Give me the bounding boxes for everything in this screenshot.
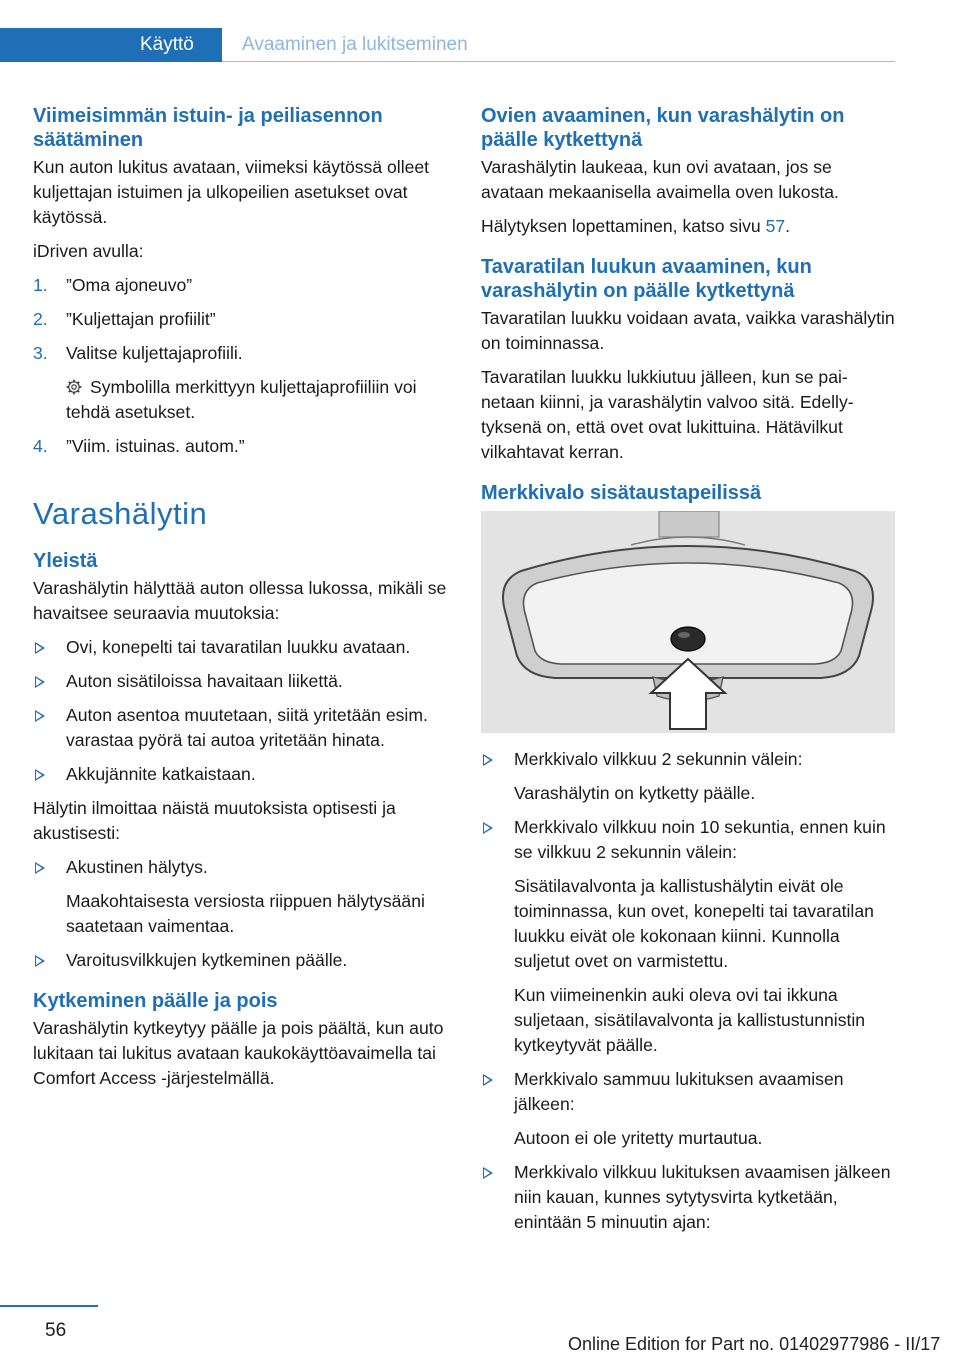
left-column bbox=[33, 104, 449, 1100]
triangle-bullet-icon bbox=[35, 642, 45, 654]
paragraph-reference bbox=[481, 214, 895, 239]
heading-general: Yleistä bbox=[33, 550, 98, 572]
step-text: ”Oma ajoneuvo” bbox=[66, 275, 193, 295]
paragraph: Varashälytin kytkeytyy päälle ja pois päältä, kun auto lukitaan tai lukitus avataan kaukokäyttöavaimella tai Comfort Access -järjestelmällä. bbox=[33, 1018, 444, 1088]
step-text: ”Viim. istuinas. autom.” bbox=[66, 436, 245, 456]
list-item bbox=[33, 434, 449, 459]
mirror-illustration bbox=[481, 511, 895, 733]
list-item bbox=[481, 815, 895, 1058]
step-text: ”Kuljettajan profiilit” bbox=[66, 309, 216, 329]
list-item-text: Auton sisätiloissa havaitaan liikettä. bbox=[66, 671, 343, 691]
header-divider bbox=[222, 61, 895, 62]
heading-seat-mirror: Viimeisimmän istuin- ja peiliasennon säätäminen bbox=[33, 105, 383, 151]
gear-icon bbox=[66, 379, 82, 395]
list-item-text: Merkkivalo vilkkuu noin 10 sekuntia, ennen kuin se vilkkuu 2 sekunnin välein: bbox=[514, 817, 886, 862]
step-text: Valitse kuljettajaprofiili. bbox=[66, 343, 243, 363]
list-item bbox=[33, 948, 449, 973]
list-item bbox=[481, 1160, 895, 1235]
edition-note: Online Edition for Part no. 01402977986 - II/17 bbox=[568, 1334, 941, 1354]
triangle-bullet-icon bbox=[35, 862, 45, 874]
heading-on-off: Kytkeminen päälle ja pois bbox=[33, 990, 278, 1012]
list-item-note: Maakohtaisesta versiosta riippuen hälytysääni saatetaan vaimentaa. bbox=[66, 891, 425, 936]
paragraph: Tavaratilan luukku voidaan avata, vaikka varashälytin on toiminnassa. bbox=[481, 308, 895, 353]
heading-tailgate: Tavaratilan luukun avaaminen, kun varashälytin on päälle kytkettynä bbox=[481, 256, 812, 302]
reference-end: . bbox=[785, 216, 791, 236]
list-item bbox=[481, 1067, 895, 1151]
paragraph: Varashälytin hälyttää auton ollessa lukossa, mikäli se havaitsee seuraavia muutoksia: bbox=[33, 578, 447, 623]
list-item-text: Akkujännite katkaistaan. bbox=[66, 764, 256, 784]
list-item bbox=[33, 341, 449, 425]
list-item bbox=[33, 762, 449, 787]
reference-text: Hälytyksen lopettaminen, katso sivu bbox=[481, 216, 766, 236]
page-link[interactable]: 57 bbox=[765, 216, 786, 236]
triangle-bullet-icon bbox=[35, 955, 45, 967]
list-item-text: Merkkivalo sammuu lukituksen avaamisen jälkeen: bbox=[514, 1069, 844, 1114]
list-item-text: Auton asentoa muutetaan, siitä yritetään esim. varastaa pyörä tai autoa yritetään hinata. bbox=[66, 705, 428, 750]
triangle-bullet-icon bbox=[483, 1167, 493, 1179]
heading-doors-opening: Ovien avaaminen, kun varashälytin on päälle kytkettynä bbox=[481, 105, 845, 151]
list-item bbox=[33, 855, 449, 939]
list-item bbox=[481, 747, 895, 806]
triangle-bullet-icon bbox=[35, 769, 45, 781]
chapter-tab bbox=[0, 28, 222, 62]
list-item-text: Akustinen hälytys. bbox=[66, 857, 208, 877]
triangle-bullet-icon bbox=[483, 754, 493, 766]
steps-list bbox=[33, 273, 449, 459]
paragraph: Tavaratilan luukku lukkiutuu jälleen, kun se painetaan kiinni, ja varashälytin valvoo sitä. Edellytyksenä on, että ovet ovat lukittuina. Hätävilkut vilkahtavat kerran. bbox=[481, 367, 854, 462]
chapter-tab-label: Käyttö bbox=[140, 34, 194, 55]
list-item bbox=[33, 307, 449, 332]
list-item-note: Kun viimeinenkin auki oleva ovi tai ikkuna suljetaan, sisätilavalvonta ja kallistustunnistin kytkeytyvät päälle. bbox=[514, 985, 866, 1055]
list-item-text: Merkkivalo vilkkuu 2 sekunnin välein: bbox=[514, 749, 803, 769]
list-item bbox=[33, 703, 449, 753]
step-number: 4. bbox=[33, 436, 48, 456]
list-item bbox=[33, 635, 449, 660]
paragraph: iDriven avulla: bbox=[33, 241, 144, 261]
triangle-bullet-icon bbox=[35, 676, 45, 688]
list-item-note: Autoon ei ole yritetty murtautua. bbox=[514, 1128, 763, 1148]
list-item-note: Sisätilavalvonta ja kallistushälytin eivät ole toiminnassa, kun ovet, konepelti tai tavaratilan luukku eivät ole kokonaan kiinni. Kunnolla suljetut ovet on varmistettu. bbox=[514, 876, 874, 971]
footer-divider bbox=[0, 1305, 98, 1307]
heading-indicator: Merkkivalo sisätaustapeilissä bbox=[481, 482, 762, 504]
page-header bbox=[0, 28, 895, 62]
step-note bbox=[66, 375, 449, 425]
list-item-text: Merkkivalo vilkkuu lukituksen avaamisen jälkeen niin kauan, kunnes sytytysvirta kytketään, enintään 5 minuutin ajan: bbox=[514, 1162, 891, 1232]
list-item-text: Ovi, konepelti tai tavaratilan luukku avataan. bbox=[66, 637, 411, 657]
paragraph: Kun auton lukitus avataan, viimeksi käytössä olleet kuljettajan istuimen ja ulkopeilien asetukset ovat käytössä. bbox=[33, 157, 430, 227]
triangle-bullet-icon bbox=[483, 1074, 493, 1086]
step-note-text: Symbolilla merkittyyn kuljettajaprofiiliin voi tehdä asetukset. bbox=[66, 377, 417, 422]
section-title: Avaaminen ja lukitseminen bbox=[242, 34, 468, 55]
list-item-note: Varashälytin on kytketty päälle. bbox=[514, 783, 756, 803]
right-column bbox=[481, 104, 895, 1244]
paragraph: Varashälytin laukeaa, kun ovi avataan, jos se avataan mekaanisella avaimella oven lukosta. bbox=[481, 157, 839, 202]
bullet-list bbox=[33, 855, 449, 973]
list-item-text: Varoitusvilkkujen kytkeminen päälle. bbox=[66, 950, 348, 970]
list-item bbox=[33, 669, 449, 694]
bullet-list bbox=[481, 747, 895, 1235]
paragraph: Hälytin ilmoittaa näistä muutoksista optisesti ja akustisesti: bbox=[33, 798, 396, 843]
list-item bbox=[33, 273, 449, 298]
bullet-list bbox=[33, 635, 449, 787]
triangle-bullet-icon bbox=[483, 822, 493, 834]
step-number: 3. bbox=[33, 343, 48, 363]
page-number: 56 bbox=[45, 1320, 67, 1341]
step-number: 2. bbox=[33, 309, 48, 329]
triangle-bullet-icon bbox=[35, 710, 45, 722]
chapter-heading: Varashälytin bbox=[33, 496, 208, 531]
step-number: 1. bbox=[33, 275, 48, 295]
